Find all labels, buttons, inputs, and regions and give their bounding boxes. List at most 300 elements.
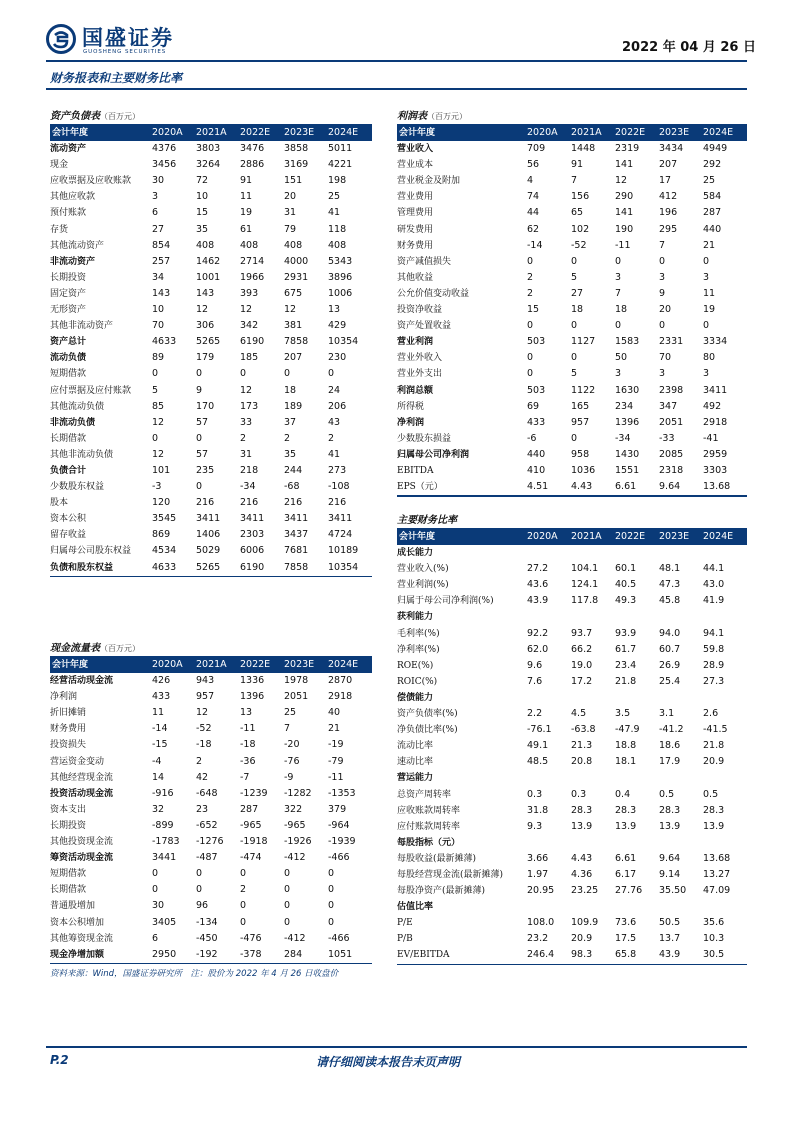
row-label: EBITDA: [397, 465, 434, 476]
row-label: 财务费用: [397, 240, 434, 251]
row-label: 净利润: [397, 417, 425, 428]
cell-value: 37: [284, 416, 297, 428]
cell-value: -41.2: [659, 724, 684, 736]
cell-value: 9: [196, 384, 203, 396]
cell-value: -47.9: [615, 724, 640, 736]
table-row: [397, 626, 747, 642]
cell-value: 15: [196, 207, 209, 219]
income-statement-table: [397, 108, 747, 497]
cell-value: 15: [527, 304, 540, 316]
row-label: 其他流动资产: [50, 240, 105, 251]
cell-value: 198: [328, 175, 347, 187]
table-title: 资产负债表（百万元）: [50, 108, 372, 125]
cell-value: 11: [703, 287, 716, 299]
cell-value: 5343: [328, 255, 353, 267]
logo-wordmark: 国盛证券: [82, 26, 174, 50]
cell-value: 73.6: [615, 917, 637, 929]
cell-value: -412: [284, 852, 306, 864]
row-label: 预付账款: [50, 208, 87, 219]
cell-value: 12: [196, 707, 209, 719]
row-label: 留存收益: [50, 530, 87, 541]
cell-value: 2.6: [703, 708, 719, 720]
cell-value: 141: [615, 207, 634, 219]
cell-value: 19: [240, 207, 253, 219]
cell-value: -450: [196, 932, 218, 944]
cell-value: 57: [196, 416, 209, 428]
cell-value: 1978: [284, 675, 309, 687]
cell-value: 2959: [703, 448, 728, 460]
cell-value: 4.5: [571, 708, 587, 720]
cell-value: 4.36: [571, 868, 593, 880]
cell-value: 57: [196, 448, 209, 460]
cell-value: -412: [284, 932, 306, 944]
cell-value: -33: [659, 432, 675, 444]
cell-value: 429: [328, 320, 347, 332]
cell-value: 4949: [703, 143, 728, 155]
cell-value: 7.6: [527, 675, 543, 687]
section-rule: [46, 88, 747, 90]
table-row: [397, 383, 747, 399]
cell-value: 216: [328, 497, 347, 509]
table-row: [397, 706, 747, 722]
cell-value: 4633: [152, 561, 177, 573]
cell-value: 7681: [284, 545, 309, 557]
cell-value: 440: [527, 448, 546, 460]
table-row: [397, 577, 747, 593]
cell-value: 0: [615, 320, 622, 332]
row-label: 投资损失: [50, 740, 87, 751]
cell-value: 218: [240, 464, 259, 476]
cell-value: [527, 690, 571, 706]
cell-value: 98.3: [571, 949, 593, 961]
cell-value: 0: [527, 255, 534, 267]
cell-value: 45.8: [659, 595, 681, 607]
cell-value: [659, 770, 703, 786]
cell-value: 93.7: [571, 627, 593, 639]
cell-value: -1926: [284, 836, 312, 848]
table-body: [397, 545, 747, 963]
table-end-rule: [397, 964, 747, 966]
table-row: [397, 366, 747, 382]
cell-value: 0: [152, 884, 159, 896]
cell-value: 7: [615, 287, 622, 299]
cell-value: 408: [240, 239, 259, 251]
cell-value: 27: [571, 287, 584, 299]
cell-value: 35: [196, 223, 209, 235]
cell-value: 0: [571, 320, 578, 332]
cell-value: 0: [328, 900, 335, 912]
table-row: [397, 334, 747, 350]
cell-value: 0: [152, 432, 159, 444]
table-row: [397, 270, 747, 286]
row-label: 固定资产: [50, 288, 87, 299]
table-row: [397, 915, 747, 931]
cell-value: 41: [328, 448, 341, 460]
cell-value: 2.2: [527, 708, 543, 720]
cell-value: -1282: [284, 787, 312, 799]
table-row: [397, 899, 747, 915]
row-label: 流动比率: [397, 741, 434, 752]
row-label: 资产负债率(%): [397, 709, 458, 720]
table-row: [397, 222, 747, 238]
cell-value: 207: [659, 159, 678, 171]
cell-value: [527, 835, 571, 851]
cell-value: 20.9: [571, 933, 593, 945]
row-label: ROE(%): [397, 660, 434, 671]
row-label: 速动比率: [397, 757, 434, 768]
cell-value: [527, 545, 571, 561]
row-label: 资产减值损失: [397, 256, 452, 267]
cell-value: 3456: [152, 159, 177, 171]
table-row: [397, 157, 747, 173]
cell-value: -34: [240, 481, 256, 493]
row-label: 长期投资: [50, 820, 87, 831]
table-row: [397, 658, 747, 674]
cell-value: 23: [196, 803, 209, 815]
row-label: 折旧摊销: [50, 708, 87, 719]
cell-value: 5: [571, 271, 578, 283]
cell-value: 28.3: [703, 804, 725, 816]
table-row: [50, 238, 372, 254]
row-label: 所得税: [397, 401, 425, 412]
cell-value: 1001: [196, 271, 221, 283]
cell-value: 3: [703, 271, 710, 283]
cell-value: 287: [240, 803, 259, 815]
cell-value: 6.17: [615, 868, 637, 880]
row-label: 短期借款: [50, 869, 87, 880]
cell-value: 25: [284, 707, 297, 719]
cell-value: 1966: [240, 271, 265, 283]
cell-value: -1276: [196, 836, 224, 848]
cell-value: [703, 609, 747, 625]
cell-value: [527, 899, 571, 915]
cell-value: 31.8: [527, 804, 549, 816]
cell-value: 0: [196, 481, 203, 493]
cell-value: 287: [703, 207, 722, 219]
cell-value: -14: [152, 723, 168, 735]
cell-value: 9.64: [659, 481, 681, 493]
cell-value: 3: [659, 368, 666, 380]
cell-value: 80: [703, 352, 716, 364]
cell-value: 13.68: [703, 481, 731, 493]
row-label: 总资产周转率: [397, 789, 452, 800]
cell-value: -52: [196, 723, 212, 735]
cell-value: 292: [703, 159, 722, 171]
row-label: 负债合计: [50, 465, 87, 476]
cell-value: 30.5: [703, 949, 725, 961]
cell-value: 49.3: [615, 595, 637, 607]
cell-value: 65.8: [615, 949, 637, 961]
cell-value: 102: [571, 223, 590, 235]
cell-value: 0: [240, 900, 247, 912]
cell-value: 11: [152, 707, 165, 719]
cell-value: 43.6: [527, 579, 549, 591]
cell-value: 295: [659, 223, 678, 235]
table-row: [50, 915, 372, 931]
cell-value: 1122: [571, 384, 596, 396]
cell-value: -34: [615, 432, 631, 444]
cell-value: 18: [571, 304, 584, 316]
cell-value: 12: [152, 448, 165, 460]
cell-value: -4: [152, 755, 162, 767]
cell-value: 19: [703, 304, 716, 316]
cell-value: 3: [152, 191, 159, 203]
table-row: [50, 786, 372, 802]
cell-value: 23.4: [615, 659, 637, 671]
cell-value: 235: [196, 464, 215, 476]
row-label: 营业利润: [397, 337, 434, 348]
row-label: P/B: [397, 934, 413, 945]
cell-value: 0: [284, 916, 291, 928]
table-row: [397, 141, 747, 157]
row-label: 负债和股东权益: [50, 562, 114, 573]
cell-value: 0: [284, 368, 291, 380]
cell-value: 290: [615, 191, 634, 203]
cell-value: 109.9: [571, 917, 599, 929]
cell-value: 7: [284, 723, 291, 735]
cell-value: 65: [571, 207, 584, 219]
row-label: 应收票据及应收账款: [50, 176, 132, 187]
row-label: 营运资金变动: [50, 756, 105, 767]
cell-value: 7: [571, 175, 578, 187]
cell-value: 11: [240, 191, 253, 203]
cell-value: 1336: [240, 675, 265, 687]
cell-value: 410: [527, 464, 546, 476]
cell-value: 4376: [152, 143, 177, 155]
cell-value: 1006: [328, 287, 353, 299]
cell-value: 43.0: [703, 579, 725, 591]
cell-value: 9.64: [659, 852, 681, 864]
cell-value: 49.1: [527, 740, 549, 752]
cell-value: 433: [152, 691, 171, 703]
cell-value: 426: [152, 675, 171, 687]
cell-value: [615, 690, 659, 706]
row-label: 应付账款周转率: [397, 821, 461, 832]
cell-value: -36: [240, 755, 256, 767]
row-label: 流动资产: [50, 144, 87, 155]
cell-value: -965: [240, 819, 262, 831]
cell-value: 28.3: [571, 804, 593, 816]
cell-value: [571, 899, 615, 915]
table-row: [397, 545, 747, 561]
table-row: [50, 543, 372, 559]
row-label: 存货: [50, 224, 69, 235]
cell-value: 25.4: [659, 675, 681, 687]
cell-value: 13.7: [659, 933, 681, 945]
cell-value: -79: [328, 755, 344, 767]
cell-value: [571, 690, 615, 706]
row-label: 其他收益: [397, 272, 434, 283]
table-row: [397, 738, 747, 754]
cell-value: 41.9: [703, 595, 725, 607]
cell-value: -41: [703, 432, 719, 444]
cell-value: [659, 899, 703, 915]
cell-value: 27.2: [527, 563, 549, 575]
cell-value: 20.8: [571, 756, 593, 768]
cell-value: 0.3: [571, 788, 587, 800]
table-body: [397, 141, 747, 495]
row-label: 筹资活动现金流: [50, 853, 114, 864]
cell-value: 5011: [328, 143, 353, 155]
row-label: 营业外收入: [397, 353, 443, 364]
cell-value: 94.1: [703, 627, 725, 639]
cell-value: 5029: [196, 545, 221, 557]
row-label: 资本支出: [50, 804, 87, 815]
cell-value: 1430: [615, 448, 640, 460]
row-label: P/E: [397, 918, 413, 929]
cell-value: 393: [240, 287, 259, 299]
cell-value: 43.9: [527, 595, 549, 607]
cash-flow-table: [50, 640, 372, 964]
logo-english: GUOSHENG SECURITIES: [83, 49, 167, 55]
table-row: [50, 850, 372, 866]
table-title: 主要财务比率: [397, 512, 747, 529]
row-label: 归属于母公司净利润(%): [397, 596, 494, 607]
cell-value: 0: [615, 255, 622, 267]
cell-value: [615, 609, 659, 625]
cell-value: 584: [703, 191, 722, 203]
table-row: [50, 141, 372, 157]
cell-value: 23.25: [571, 885, 599, 897]
cell-value: 3334: [703, 336, 728, 348]
cell-value: 0: [328, 368, 335, 380]
cell-value: [659, 690, 703, 706]
cell-value: [659, 609, 703, 625]
cell-value: 1396: [615, 416, 640, 428]
table-row: [50, 302, 372, 318]
row-label: 净利润: [50, 692, 78, 703]
cell-value: 13.9: [571, 820, 593, 832]
section-title: 财务报表和主要财务比率: [50, 71, 183, 85]
row-label: 投资活动现金流: [50, 788, 114, 799]
cell-value: 3437: [284, 529, 309, 541]
table-row: [50, 318, 372, 334]
cell-value: 44: [527, 207, 540, 219]
row-label: 无形资产: [50, 305, 87, 316]
cell-value: 0: [527, 368, 534, 380]
cell-value: 3411: [196, 513, 221, 525]
cell-value: 33: [240, 416, 253, 428]
cell-value: -487: [196, 852, 218, 864]
cell-value: 91: [240, 175, 253, 187]
cell-value: 342: [240, 320, 259, 332]
cell-value: [527, 770, 571, 786]
cell-value: 854: [152, 239, 171, 251]
cell-value: 10: [152, 304, 165, 316]
table-row: [397, 931, 747, 947]
cell-value: 7858: [284, 561, 309, 573]
cell-value: 43.9: [659, 949, 681, 961]
row-label: 长期借款: [50, 885, 87, 896]
row-label: 其他非流动负债: [50, 449, 114, 460]
cell-value: 91: [571, 159, 584, 171]
cell-value: 190: [615, 223, 634, 235]
row-label: 资产总计: [50, 337, 87, 348]
cell-value: 27.76: [615, 885, 643, 897]
cell-value: 10189: [328, 545, 359, 557]
cell-value: 1036: [571, 464, 596, 476]
table-row: [397, 302, 747, 318]
row-label: 现金: [50, 160, 69, 171]
cell-value: -76.1: [527, 724, 552, 736]
cell-value: 48.5: [527, 756, 549, 768]
cell-value: [703, 690, 747, 706]
cell-value: 17.9: [659, 756, 681, 768]
cell-value: 13.27: [703, 868, 731, 880]
cell-value: -18: [196, 739, 212, 751]
cell-value: 6: [152, 932, 159, 944]
cell-value: 257: [152, 255, 171, 267]
row-label: 营业收入(%): [397, 564, 449, 575]
cell-value: [703, 545, 747, 561]
cell-value: 0.5: [703, 788, 719, 800]
table-body: [50, 141, 372, 576]
cell-value: 10: [196, 191, 209, 203]
cell-value: 1396: [240, 691, 265, 703]
row-label: 长期投资: [50, 272, 87, 283]
table-row: [50, 270, 372, 286]
cell-value: 7: [659, 239, 666, 251]
cell-value: 2950: [152, 948, 177, 960]
disclaimer-note: 请仔细阅读本报告末页声明: [316, 1055, 461, 1069]
cell-value: 284: [284, 948, 303, 960]
row-label: 其他非流动资产: [50, 321, 114, 332]
table-row: [397, 819, 747, 835]
cell-value: 2051: [659, 416, 684, 428]
cell-value: 94.0: [659, 627, 681, 639]
row-label: 营业利润(%): [397, 580, 449, 591]
cell-value: 92.2: [527, 627, 549, 639]
cell-value: [527, 609, 571, 625]
cell-value: 20: [659, 304, 672, 316]
cell-value: -466: [328, 852, 350, 864]
cell-value: 196: [659, 207, 678, 219]
cell-value: 47.09: [703, 885, 731, 897]
footer-rule: [46, 1046, 747, 1048]
cell-value: 165: [571, 400, 590, 412]
cell-value: [615, 899, 659, 915]
cell-value: 10.3: [703, 933, 725, 945]
cell-value: 2331: [659, 336, 684, 348]
cell-value: 66.2: [571, 643, 593, 655]
cell-value: 30: [152, 900, 165, 912]
cell-value: 61: [240, 223, 253, 235]
row-label: 归属母公司股东权益: [50, 546, 132, 557]
cell-value: 69: [527, 400, 540, 412]
cell-value: 14: [152, 771, 165, 783]
cell-value: 869: [152, 529, 171, 541]
cell-value: 0: [328, 884, 335, 896]
cell-value: 96: [196, 900, 209, 912]
cell-value: -11: [615, 239, 631, 251]
row-label: 获利能力: [397, 612, 434, 623]
cell-value: 3303: [703, 464, 728, 476]
cell-value: 10354: [328, 561, 359, 573]
row-label: 营业收入: [397, 144, 434, 155]
cell-value: 408: [284, 239, 303, 251]
table-row: [50, 222, 372, 238]
table-row: [397, 205, 747, 221]
cell-value: 306: [196, 320, 215, 332]
cell-value: 1127: [571, 336, 596, 348]
cell-value: [571, 545, 615, 561]
cell-value: 4633: [152, 336, 177, 348]
cell-value: 246.4: [527, 949, 555, 961]
cell-value: 48.1: [659, 563, 681, 575]
cell-value: 60.7: [659, 643, 681, 655]
cell-value: 3411: [328, 513, 353, 525]
cell-value: 4.51: [527, 481, 549, 493]
